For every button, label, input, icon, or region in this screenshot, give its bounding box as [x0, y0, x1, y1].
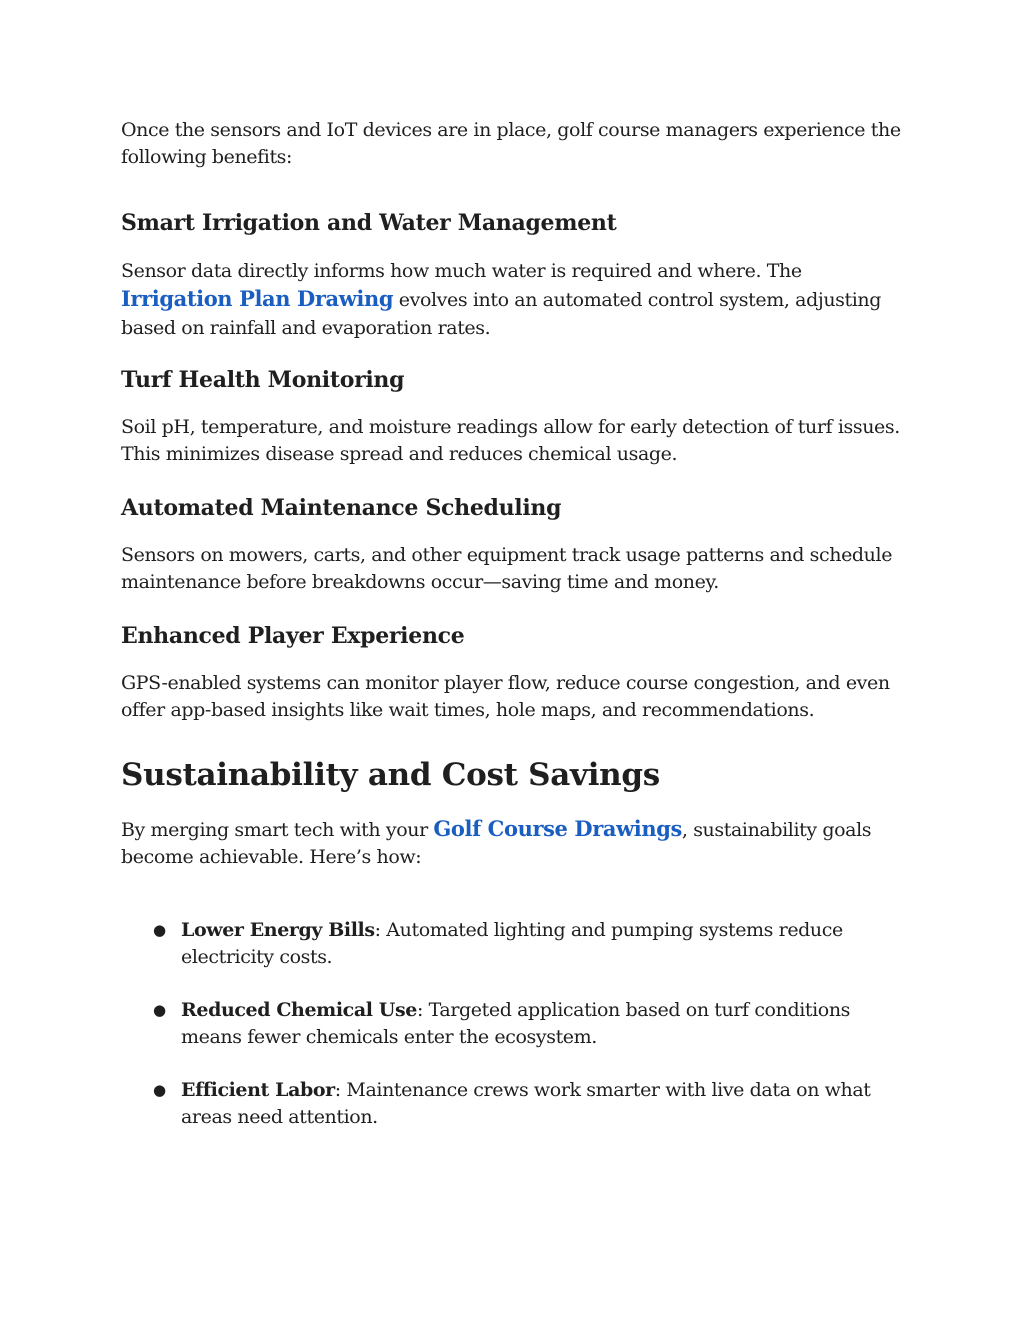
smart-irrigation-text-before: Sensor data directly informs how much water is required and where. The [121, 260, 802, 282]
list-item [121, 1077, 911, 1131]
list-item-term: Efficient Labor [181, 1079, 335, 1101]
section-heading-automated-maintenance: Automated Maintenance Scheduling [121, 495, 562, 521]
intro-paragraph: Once the sensors and IoT devices are in place, golf course managers experience the following benefits: [121, 119, 901, 168]
section-heading-turf-health: Turf Health Monitoring [121, 367, 405, 393]
smart-irrigation-text-after: evolves into an automated control system, adjusting based on rainfall and evaporation rates. [121, 289, 882, 339]
golf-course-drawings-link[interactable]: Golf Course Drawings [433, 816, 682, 841]
section-heading-player-experience: Enhanced Player Experience [121, 623, 465, 649]
smart-irrigation-paragraph [121, 257, 911, 342]
list-item [121, 997, 911, 1051]
section-heading-sustainability: Sustainability and Cost Savings [121, 757, 660, 793]
list-item-term: Lower Energy Bills [181, 919, 375, 941]
section-heading-smart-irrigation: Smart Irrigation and Water Management [121, 210, 617, 236]
sustainability-text-after: , sustainability goals become achievable. Here’s how: [121, 819, 872, 868]
sustainability-paragraph [121, 815, 911, 871]
list-item-term: Reduced Chemical Use [181, 999, 417, 1021]
sustainability-text-before: By merging smart tech with your [121, 819, 434, 841]
list-item-desc: : Automated lighting and pumping systems reduce electricity costs. [181, 919, 843, 968]
bullet-icon: ● [153, 1081, 166, 1099]
list-item [121, 917, 911, 971]
list-item-desc: : Targeted application based on turf conditions means fewer chemicals enter the ecosystem. [181, 999, 851, 1048]
automated-maintenance-paragraph: Sensors on mowers, carts, and other equipment track usage patterns and schedule maintenance before breakdowns occur—saving time and money. [121, 544, 893, 593]
benefits-list [121, 917, 911, 1131]
list-item-desc: : Maintenance crews work smarter with live data on what areas need attention. [181, 1079, 871, 1128]
document-body [121, 117, 911, 1131]
irrigation-plan-drawing-link[interactable]: Irrigation Plan Drawing [121, 286, 394, 311]
turf-health-paragraph: Soil pH, temperature, and moisture readings allow for early detection of turf issues. This minimizes disease spread and reduces chemical usage. [121, 416, 900, 465]
bullet-icon: ● [153, 1001, 166, 1019]
bullet-icon: ● [153, 921, 166, 939]
player-experience-paragraph: GPS-enabled systems can monitor player flow, reduce course congestion, and even offer app-based insights like wait times, hole maps, and recommendations. [121, 672, 890, 721]
